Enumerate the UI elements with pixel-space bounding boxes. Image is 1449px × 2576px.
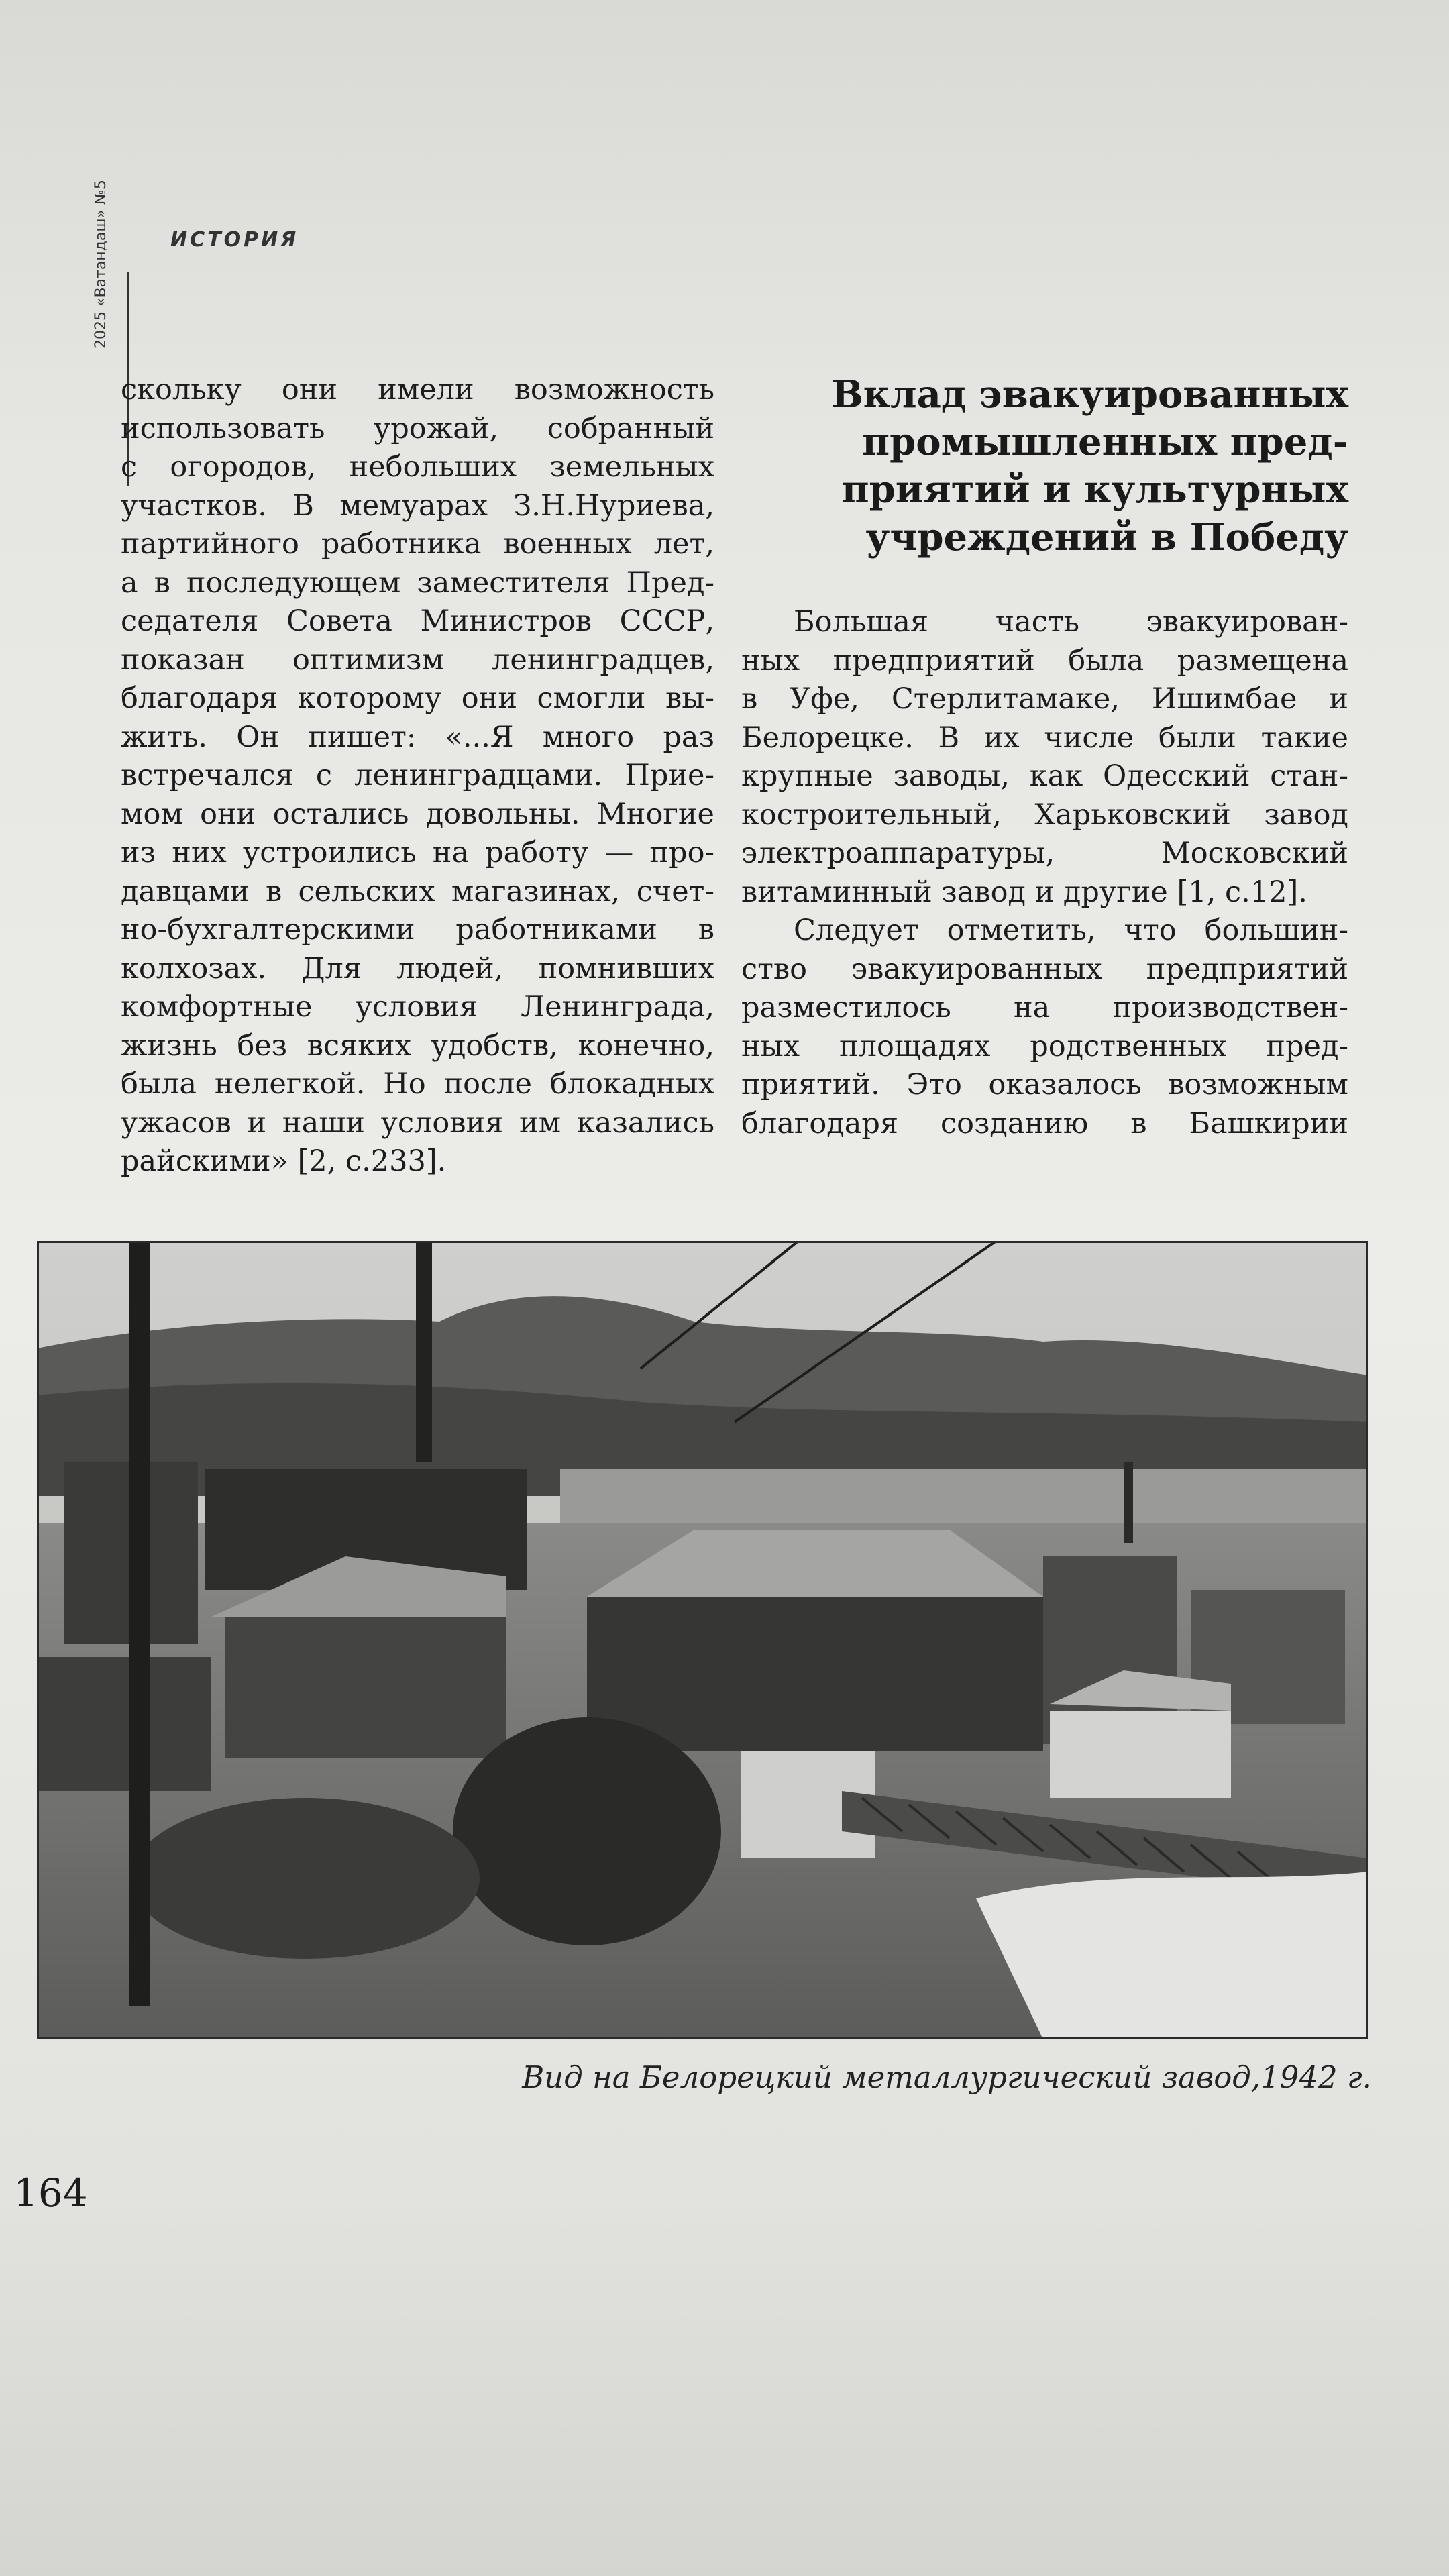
paragraph-1 (741, 603, 1348, 912)
paragraph-2 (741, 912, 1348, 1143)
text-line: Белорецке. В их числе были такие (741, 720, 1348, 755)
text-line: ужасов и наши условия им казались (121, 1106, 714, 1140)
page-number: 164 (13, 2170, 88, 2216)
text-line: но-бухгалтерскими работниками в (121, 913, 714, 947)
text-line: костроительный, Харьковский завод (741, 798, 1348, 832)
text-line: использовать урожай, собранный (121, 411, 714, 445)
text-line: электроаппаратуры, Московский (741, 837, 1348, 870)
article-heading (741, 371, 1348, 561)
text-line: жить. Он пишет: «...Я много раз (121, 720, 714, 754)
text-line: мом они остались довольны. Многие (121, 797, 714, 831)
section-label: ИСТОРИЯ (170, 228, 299, 252)
photo-illustration (37, 1241, 1368, 2039)
text-line: комфортные условия Ленинграда, (121, 990, 714, 1024)
left-column (121, 371, 714, 1176)
right-column (741, 371, 1348, 1176)
journal-side-label: 2025 «Ватандаш» №5 (93, 180, 109, 349)
text-line: из них устроились на работу — про- (121, 836, 714, 869)
text-line: Большая часть эвакуирован- (794, 605, 1348, 639)
heading-line: приятий и культурных (841, 468, 1348, 512)
text-line: показан оптимизм ленинградцев, (121, 643, 714, 677)
text-line: скольку они имели возможность (121, 373, 714, 407)
text-line: жизнь без всяких удобств, конечно, (121, 1028, 714, 1063)
text-line: в Уфе, Стерлитамаке, Ишимбае и (741, 682, 1348, 716)
text-line: ных площадях родственных пред- (741, 1029, 1348, 1063)
text-line: благодаря созданию в Башкирии (741, 1106, 1348, 1140)
text-line: участков. В мемуарах З.Н.Нуриева, (121, 488, 714, 523)
text-line: колхозах. Для людей, помнивших (121, 951, 714, 985)
text-line: витаминный завод и другие [1, с.12]. (741, 875, 1307, 909)
text-line: с огородов, небольших земельных (121, 450, 714, 484)
factory-photo (37, 1241, 1368, 2039)
text-line: а в последующем заместителя Пред- (121, 566, 714, 600)
text-line: давцами в сельских магазинах, счет- (121, 874, 714, 908)
text-line: ство эвакуированных предприятий (741, 952, 1348, 986)
text-line: приятий. Это оказалось возможным (741, 1068, 1348, 1102)
text-line: была нелегкой. Но после блокадных (121, 1067, 714, 1101)
text-line: Следует отметить, что большин- (794, 914, 1348, 947)
photo-caption: Вид на Белорецкий металлургический завод,1942 г. (522, 2059, 1372, 2095)
text-line: партийного работника военных лет, (121, 527, 714, 561)
text-line: благодаря которому они смогли вы- (121, 682, 714, 715)
heading-line: Вклад эвакуированных (831, 372, 1348, 417)
heading-line: учреждений в Победу (865, 515, 1348, 559)
text-line: крупные заводы, как Одесский стан- (741, 759, 1348, 793)
text-line: седателя Совета Министров СССР, (121, 604, 714, 638)
heading-line: промышленных пред- (862, 420, 1348, 464)
text-line: ных предприятий была размещена (741, 643, 1348, 678)
text-line: разместилось на производствен- (741, 991, 1348, 1024)
text-line: райскими» [2, с.233]. (121, 1144, 447, 1178)
text-line: встречался с ленинградцами. Прие- (121, 759, 714, 792)
